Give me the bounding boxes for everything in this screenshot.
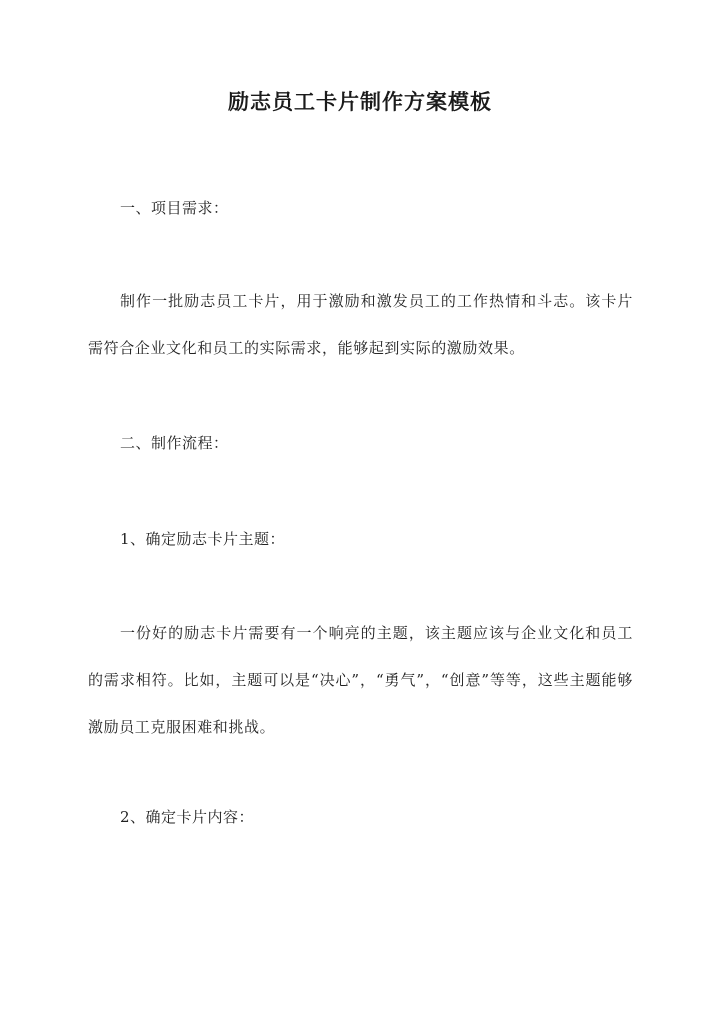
paragraph-card-theme — [88, 610, 633, 751]
paragraph-project-requirements — [88, 278, 633, 372]
section-heading-project-requirements: 一、项目需求： — [120, 199, 229, 217]
step-heading-card-content: 2、确定卡片内容： — [120, 808, 255, 826]
paragraph-text: 一份好的励志卡片需要有一个响亮的主题，该主题应该与企业文化和员工的需求相符。比如，主题可以是“决心”，“勇气”，“创意”等等，这些主题能够激励员工克服困难和挑战。 — [88, 624, 633, 736]
section-heading-production-process: 二、制作流程： — [120, 434, 229, 452]
paragraph-text: 制作一批励志员工卡片，用于激励和激发员工的工作热情和斗志。该卡片需符合企业文化和员工的实际需求，能够起到实际的激励效果。 — [88, 292, 633, 357]
step-heading-card-theme: 1、确定励志卡片主题： — [120, 530, 286, 548]
document-title: 励志员工卡片制作方案模板 — [228, 89, 492, 114]
